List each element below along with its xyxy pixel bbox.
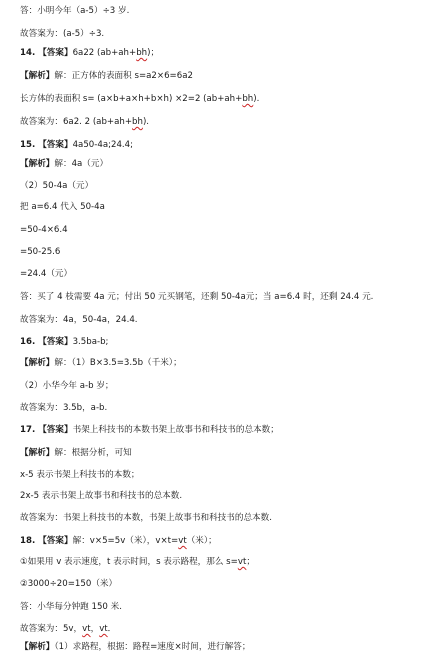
text-line-l11	[20, 224, 442, 236]
text-line-l15	[20, 314, 442, 326]
bold-label: 18. 【答案】	[20, 536, 73, 546]
text-line-l12	[20, 246, 442, 258]
text-line-l10	[20, 201, 442, 213]
text-line-l28	[20, 601, 442, 613]
text-run: ．	[107, 624, 117, 634]
text-line-l25	[20, 535, 442, 547]
text-run: 答：买了 4 枝需要 4a 元；付出 50 元买钢笔，还剩 50-4a元；当 a=6.4 时，还剩 24.4 元.	[20, 292, 374, 302]
text-line-l16	[20, 336, 442, 348]
spellcheck-underlined-term: vt	[99, 624, 108, 634]
spellcheck-underlined-term: bh	[136, 48, 148, 58]
text-run: 解：（1）B×3.5=3.5b（千米）；	[54, 358, 182, 368]
text-line-l05	[20, 93, 442, 105]
text-run: x-5 表示书架上科技书的本数；	[20, 470, 140, 480]
spellcheck-underlined-term: vt	[178, 536, 187, 546]
text-line-l03	[20, 47, 442, 59]
text-line-l21	[20, 447, 442, 459]
text-line-l04	[20, 70, 442, 82]
bold-label: 17. 【答案】	[20, 425, 73, 435]
text-run: 答：小明今年（a-5）÷3 岁.	[20, 6, 130, 16]
bold-label: 16. 【答案】	[20, 337, 73, 347]
text-run: 故答案为：(a-5）÷3.	[20, 29, 105, 39]
text-run: ，	[90, 624, 100, 634]
text-line-l17	[20, 357, 442, 369]
text-line-l23	[20, 490, 442, 502]
text-run: 故答案为：6a2. 2 (ab+ah+	[20, 117, 133, 127]
text-run: =50-4×6.4	[20, 225, 68, 235]
bold-label: 【解析】	[20, 448, 55, 458]
spellcheck-underlined-term: vt	[237, 557, 247, 567]
text-run: （米）；	[186, 536, 217, 546]
bold-label: 【解析】	[20, 358, 55, 368]
text-run: =24.4（元）	[20, 269, 73, 279]
text-run: 答：小华每分钟跑 150 米.	[20, 602, 122, 612]
text-run: 故答案为：4a，50-4a，24.4.	[20, 315, 138, 325]
text-run: （1）求路程，根据：路程=速度×时间，进行解答；	[54, 642, 251, 652]
text-line-l30	[20, 641, 442, 653]
text-run: （2）小华今年 a-b 岁；	[20, 381, 114, 391]
text-line-l01	[20, 5, 442, 17]
text-run: ；	[246, 557, 255, 567]
text-line-l24	[20, 512, 442, 524]
text-line-l22	[20, 469, 442, 481]
text-line-l20	[20, 424, 442, 436]
text-run: 2x-5 表示书架上故事书和科技书的总本数.	[20, 491, 183, 501]
text-run: ①如果用 v 表示速度，t 表示时间，s 表示路程，那么 s=	[20, 557, 238, 567]
text-run: 3.5ba-b;	[72, 337, 109, 347]
bold-label: 14. 【答案】	[20, 48, 73, 58]
text-run: 书架上科技书的本数书架上故事书和科技书的总本数；	[72, 425, 279, 435]
text-run: 解：正方体的表面积 s=a2×6=6a2	[54, 71, 193, 81]
text-run: ).	[142, 117, 150, 127]
text-line-l08	[20, 158, 442, 170]
text-run: =50-25.6	[20, 247, 61, 257]
text-line-l07	[20, 139, 442, 151]
text-run: 4a50-4a;24.4;	[72, 140, 134, 150]
text-line-l29	[20, 623, 442, 635]
text-run: 6a22 (ab+ah+	[72, 48, 137, 58]
text-line-l13	[20, 268, 442, 280]
text-line-l19	[20, 402, 442, 414]
text-run: 故答案为：书架上科技书的本数，书架上故事书和科技书的总本数.	[20, 513, 272, 523]
text-line-l02	[20, 28, 442, 40]
spellcheck-underlined-term: vt	[82, 624, 91, 634]
text-run: 故答案为：5v，	[20, 624, 83, 634]
text-line-l09	[20, 180, 442, 192]
text-run: ②3000÷20=150（米）	[20, 579, 118, 589]
text-run: 解：v×5=5v（米），v×t=	[72, 536, 179, 546]
text-run: 把 a=6.4 代入 50-4a	[20, 202, 105, 212]
text-line-l18	[20, 380, 442, 392]
text-run: 长方体的表面积 s= (a×b+a×h+b×h) ×2=2 (ab+ah+	[20, 94, 243, 104]
bold-label: 【解析】	[20, 71, 55, 81]
text-run: )；	[147, 48, 160, 58]
text-run: 故答案为：3.5b，a-b.	[20, 403, 108, 413]
text-run: 解：根据分析，可知	[54, 448, 132, 458]
text-line-l14	[20, 291, 442, 303]
bold-label: 15. 【答案】	[20, 140, 73, 150]
text-line-l06	[20, 116, 442, 128]
bold-label: 【解析】	[20, 642, 55, 652]
text-line-l27	[20, 578, 442, 590]
text-run: （2）50-4a（元）	[20, 181, 94, 191]
spellcheck-underlined-term: bh	[132, 117, 143, 127]
text-run: ).	[253, 94, 260, 104]
text-line-l26	[20, 556, 442, 568]
bold-label: 【解析】	[20, 159, 55, 169]
spellcheck-underlined-term: bh	[242, 94, 254, 104]
text-run: 解：4a（元）	[54, 159, 109, 169]
